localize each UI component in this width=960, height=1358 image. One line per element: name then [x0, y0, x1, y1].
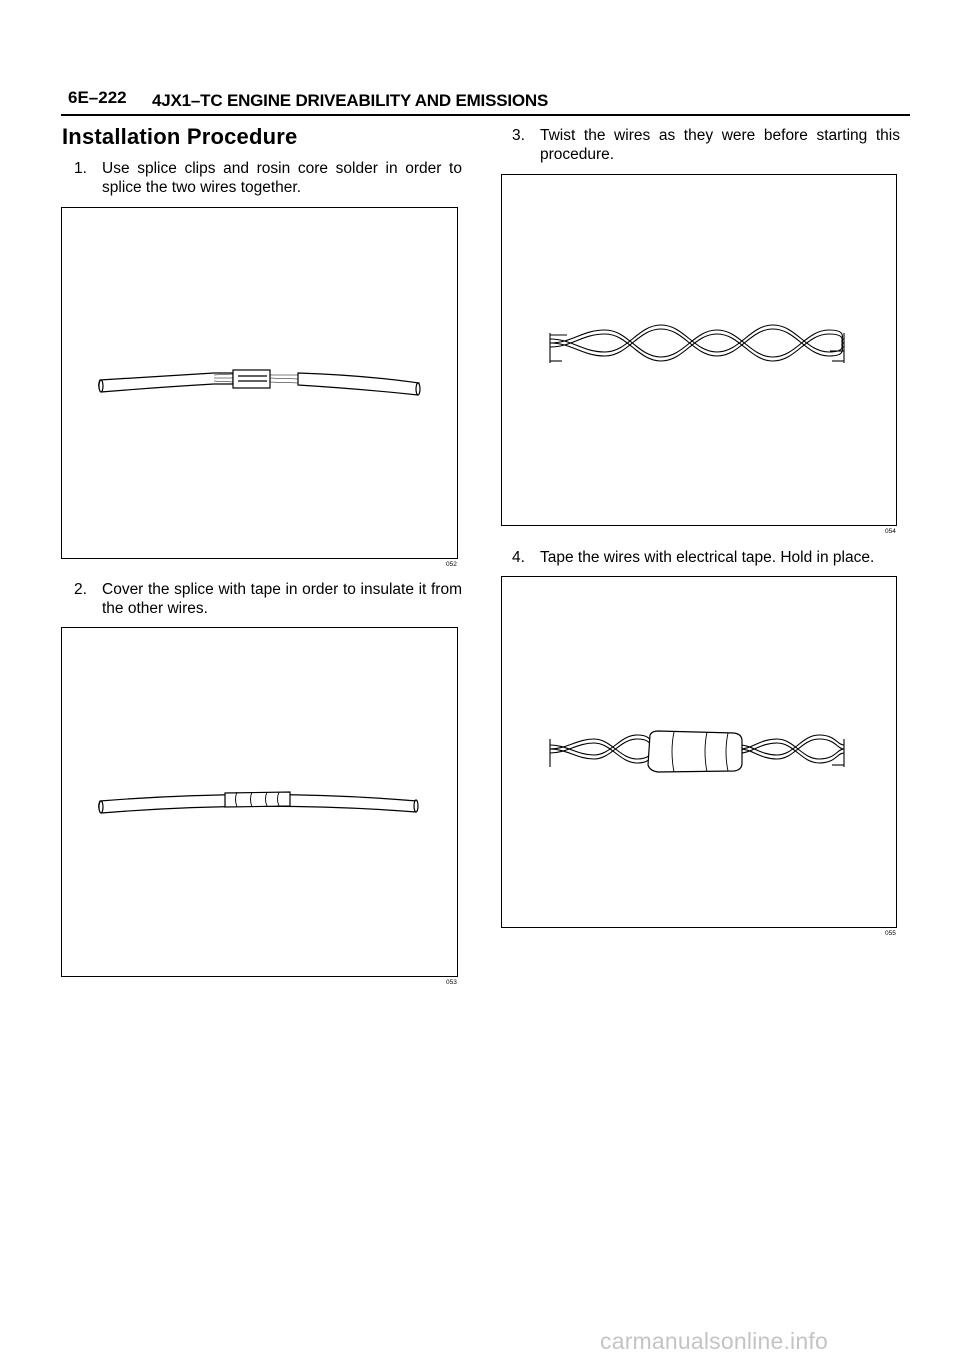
taped-twisted-wires-illustration [502, 577, 898, 929]
step-4-text: Tape the wires with electrical tape. Hold in place. [540, 549, 875, 566]
taped-splice-illustration [62, 628, 459, 978]
figure-label-052: 052 [446, 561, 457, 568]
step-1 [74, 159, 462, 197]
section-title: Installation Procedure [62, 124, 298, 149]
step-3 [512, 126, 900, 164]
step-1-text: Use splice clips and rosin core solder in order to splice the two wires together. [102, 160, 462, 196]
figure-splice-clip [61, 207, 458, 559]
figure-label-055: 055 [885, 930, 896, 937]
page-number: 6E–222 [68, 88, 127, 107]
footer-watermark: carmanualsonline.info [600, 1328, 828, 1354]
twisted-wires-illustration [502, 175, 898, 527]
figure-twisted-wires [501, 174, 897, 526]
step-3-text: Twist the wires as they were before starting this procedure. [540, 127, 900, 163]
spliced-wires-illustration [62, 208, 459, 560]
figure-taped-twisted-wires [501, 576, 897, 928]
step-2 [74, 580, 462, 618]
step-1-number: 1. [74, 160, 87, 177]
figure-taped-splice [61, 627, 458, 977]
header-rule [61, 114, 910, 116]
figure-label-053: 053 [446, 979, 457, 986]
step-4 [512, 548, 900, 567]
figure-label-054: 054 [885, 528, 896, 535]
step-3-number: 3. [512, 127, 525, 144]
step-2-number: 2. [74, 581, 87, 598]
step-2-text: Cover the splice with tape in order to insulate it from the other wires. [102, 581, 462, 617]
page-header-title: 4JX1–TC ENGINE DRIVEABILITY AND EMISSIONS [152, 91, 549, 110]
step-4-number: 4. [512, 549, 525, 566]
